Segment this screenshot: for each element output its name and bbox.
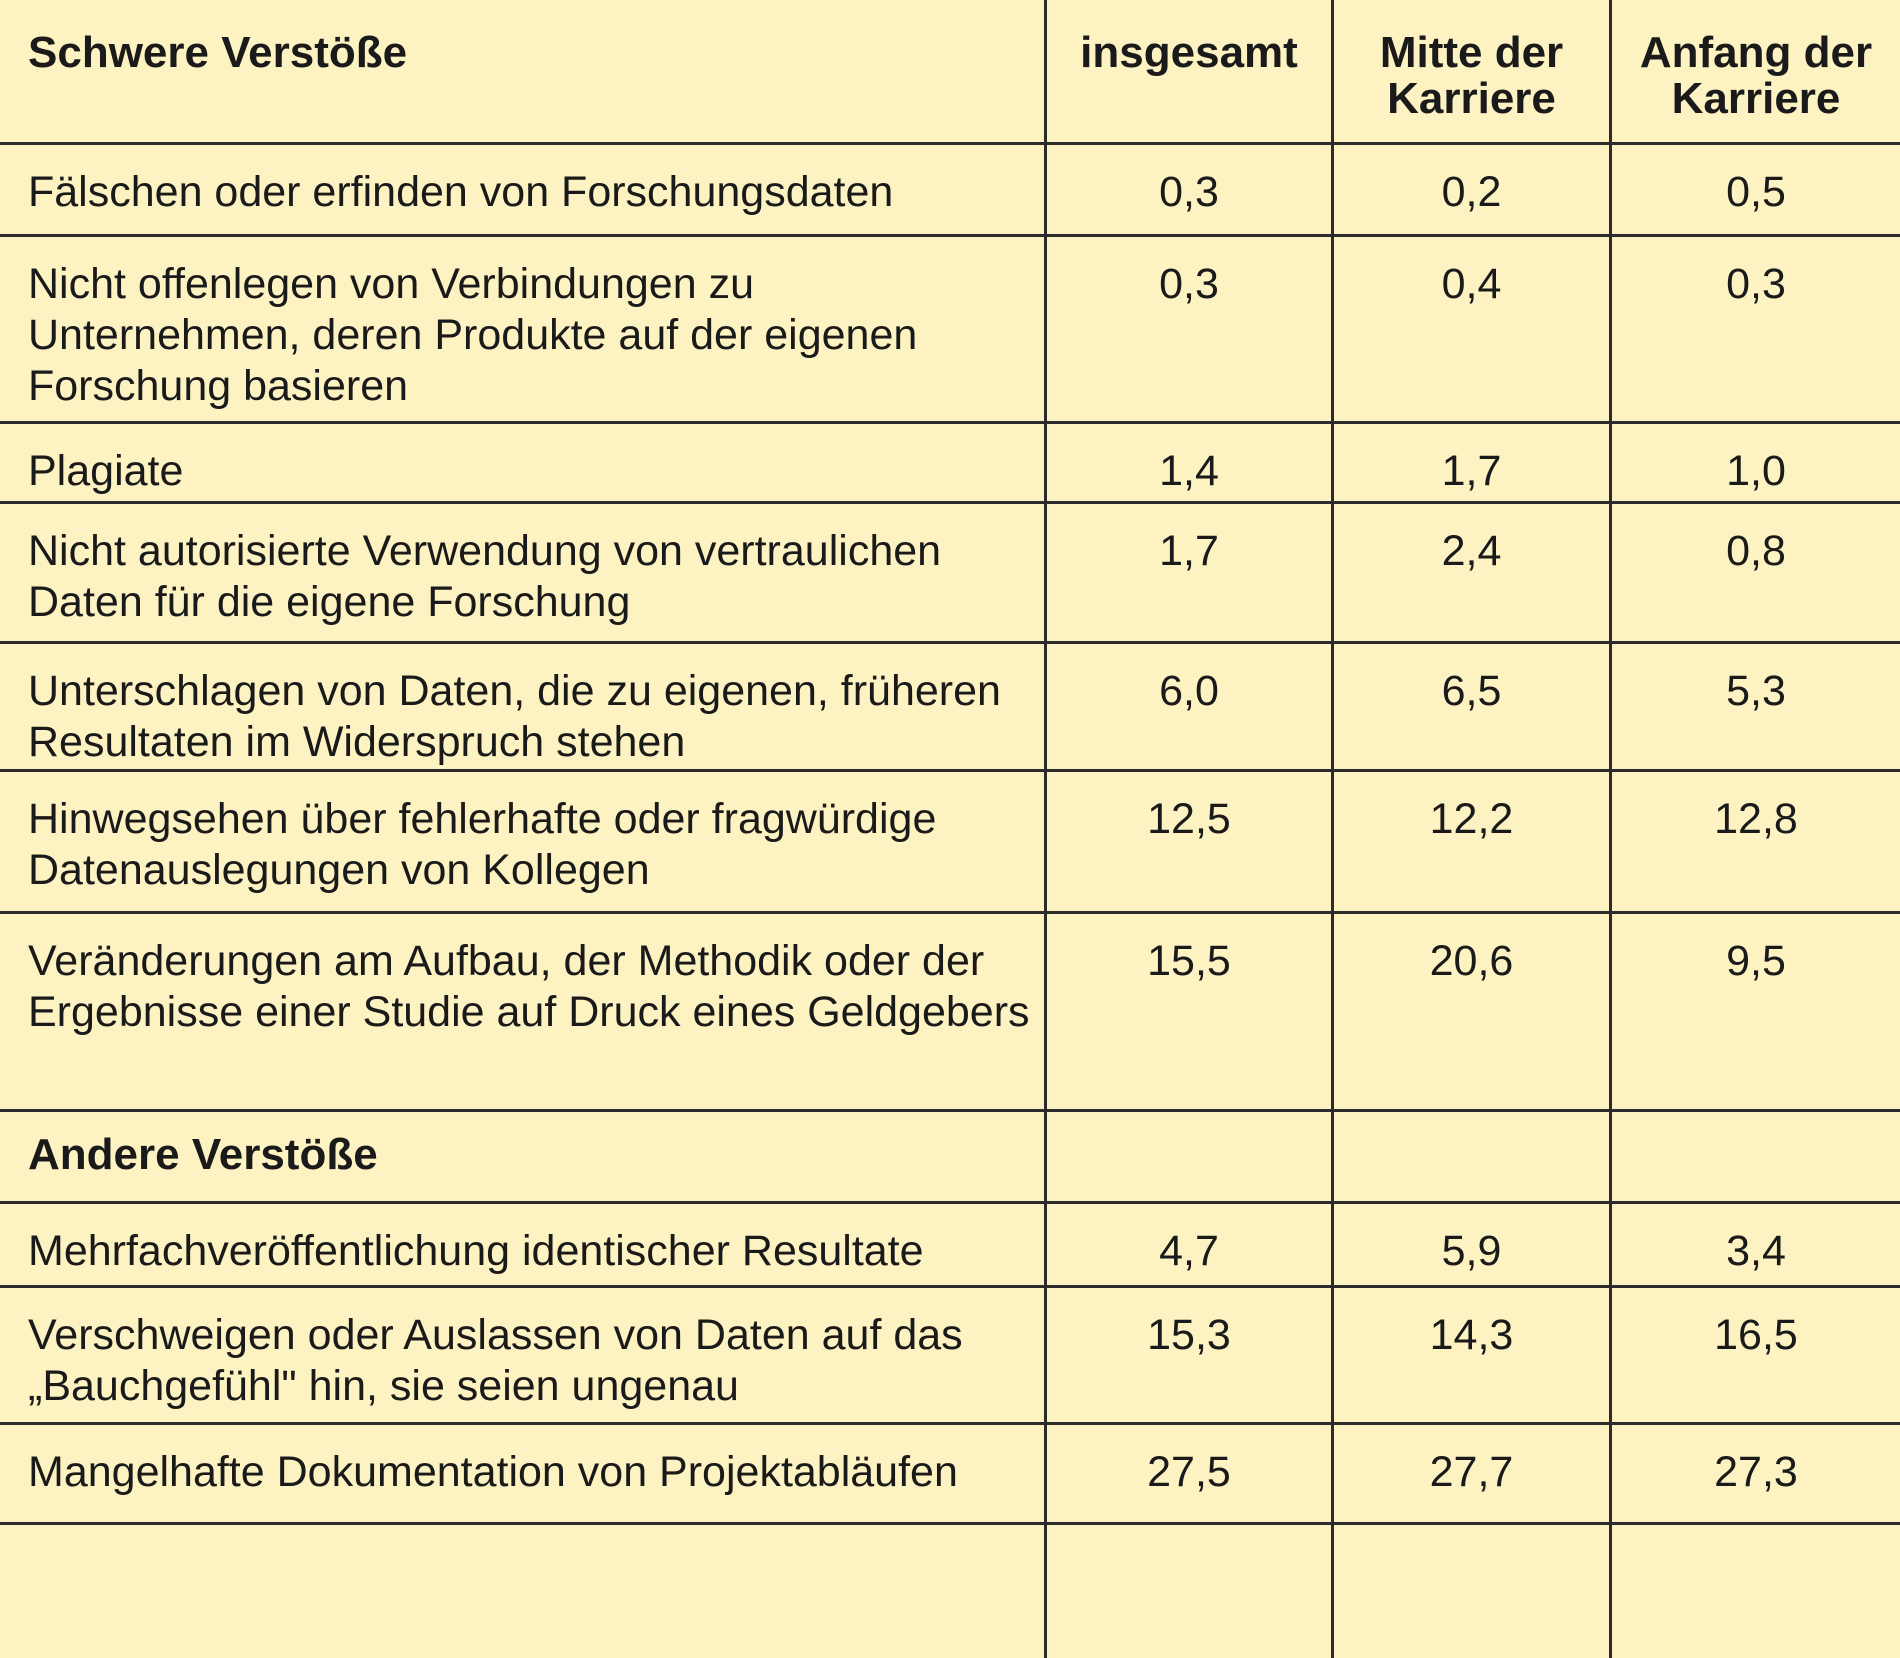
- value-early: 3,4: [1612, 1204, 1900, 1288]
- value-mid: 20,6: [1334, 914, 1612, 1112]
- value-total: 27,5: [1047, 1425, 1334, 1525]
- row-label: Nicht autorisierte Verwendung von vertraulichen Daten für die eigene Forschung: [0, 504, 1047, 644]
- value-early: 0,5: [1612, 145, 1900, 237]
- value-early: 0,8: [1612, 504, 1900, 644]
- empty-cell: [1612, 1112, 1900, 1204]
- value-total: 15,3: [1047, 1288, 1334, 1425]
- row-label: Plagiate: [0, 424, 1047, 504]
- section-title-other: Andere Verstöße: [0, 1112, 1047, 1204]
- value-mid: 0,2: [1334, 145, 1612, 237]
- row-label: Nicht offenlegen von Verbindungen zu Unternehmen, deren Produkte auf der eigenen Forschung basieren: [0, 237, 1047, 424]
- header-category: Schwere Verstöße: [0, 0, 1047, 145]
- row-label: Verschweigen oder Auslassen von Daten auf das „Bauchgefühl" hin, sie seien ungenau: [0, 1288, 1047, 1425]
- value-total: 1,4: [1047, 424, 1334, 504]
- value-mid: 6,5: [1334, 644, 1612, 772]
- value-mid: 0,4: [1334, 237, 1612, 424]
- value-total: 6,0: [1047, 644, 1334, 772]
- value-mid: 14,3: [1334, 1288, 1612, 1425]
- value-mid: 27,7: [1334, 1425, 1612, 1525]
- row-label: Mangelhafte Dokumentation von Projektabläufen: [0, 1425, 1047, 1525]
- row-label: Veränderungen am Aufbau, der Methodik oder der Ergebnisse einer Studie auf Druck eines Geldgebers: [0, 914, 1047, 1112]
- value-mid: 1,7: [1334, 424, 1612, 504]
- header-early-career: Anfang der Karriere: [1612, 0, 1900, 145]
- empty-cell: [1047, 1112, 1334, 1204]
- value-total: 4,7: [1047, 1204, 1334, 1288]
- row-label: Hinwegsehen über fehlerhafte oder fragwürdige Datenauslegungen von Kollegen: [0, 772, 1047, 914]
- value-mid: 2,4: [1334, 504, 1612, 644]
- value-early: 9,5: [1612, 914, 1900, 1112]
- header-mid-career: Mitte der Karriere: [1334, 0, 1612, 145]
- value-early: 1,0: [1612, 424, 1900, 504]
- value-early: 5,3: [1612, 644, 1900, 772]
- row-label: Fälschen oder erfinden von Forschungsdaten: [0, 145, 1047, 237]
- row-label: Mehrfachveröffentlichung identischer Resultate: [0, 1204, 1047, 1288]
- row-label: Unterschlagen von Daten, die zu eigenen, früheren Resultaten im Widerspruch stehen: [0, 644, 1047, 772]
- value-total: 1,7: [1047, 504, 1334, 644]
- value-early: 0,3: [1612, 237, 1900, 424]
- empty-cell: [1334, 1112, 1612, 1204]
- value-mid: 12,2: [1334, 772, 1612, 914]
- value-total: 0,3: [1047, 145, 1334, 237]
- value-mid: 5,9: [1334, 1204, 1612, 1288]
- value-early: 27,3: [1612, 1425, 1900, 1525]
- value-total: 0,3: [1047, 237, 1334, 424]
- value-early: 12,8: [1612, 772, 1900, 914]
- value-early: 16,5: [1612, 1288, 1900, 1425]
- value-total: 12,5: [1047, 772, 1334, 914]
- header-total: insgesamt: [1047, 0, 1334, 145]
- value-total: 15,5: [1047, 914, 1334, 1112]
